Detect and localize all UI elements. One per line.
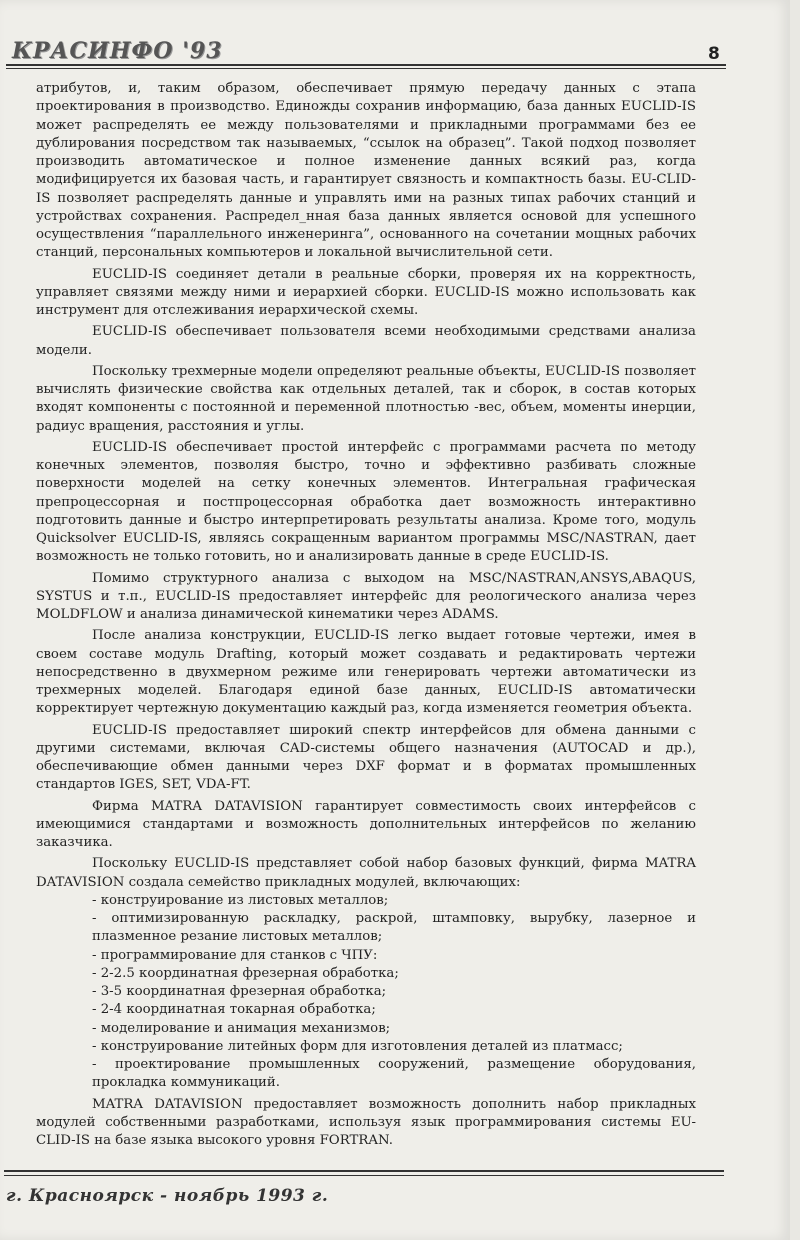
list-item: - конструирование из листовых металлов; — [92, 892, 389, 908]
paragraph-2: EUCLID-IS соединяет детали в реальные сборки, проверяя их на корректность, управляет связями между ними и иерархией сборки. EUCLID-IS можно использовать как инструмент для отслеживания иерархической схемы. — [36, 266, 696, 318]
list-item: - 3-5 координатная фрезерная обработка; — [92, 984, 387, 999]
list-item: - 2-4 координатная токарная обработка; — [92, 1002, 376, 1018]
list-item: - проектирование промышленных сооружений, размещение оборудования, прокладка коммуникаций. — [92, 1057, 696, 1091]
paragraph-5: EUCLID-IS обеспечивает простой интерфейс с программами расчета по методу конечных элементов, позволяя быстро, точно и эффективно разбивать сложные поверхности моделей на сетку конечных элементов. Интегральная графическая препроцессорная и постпроцессорная обработка дает возможность интерактивно подготовить данные и быстро интерпретировать результаты анализа. Кроме того, модуль Quicksolver EUCLID-IS, являясь сокращенным вариантом программы MSC/NASTRAN, дает возможность не только готовить, но и анализировать данные в среде EUCLID-IS. — [36, 439, 696, 565]
masthead-logo: КРАСИНФО '93 — [12, 38, 223, 64]
list-item: - 2-2.5 координатная фрезерная обработка; — [92, 965, 399, 981]
paragraph-4: Поскольку трехмерные модели определяют реальные объекты, EUCLID-IS позволяет вычислять физические свойства как отдельных деталей, так и сборок, в состав которых входят компоненты с постоянной и переменной плотностью -вес, объем, моменты инерции, радиус вращения, расстояния и углы. — [36, 363, 696, 434]
paragraph-3: EUCLID-IS обеспечивает пользователя всеми необходимыми средствами анализа модели. — [36, 324, 696, 358]
footer-place-date: г. Красноярск - ноябрь 1993 г. — [6, 1186, 329, 1206]
paragraph-9: Фирма MATRA DATAVISION гарантирует совместимость своих интерфейсов с имеющимися стандартами и возможность дополнительных интерфейсов по желанию заказчика. — [36, 798, 696, 850]
article-body — [36, 80, 696, 1153]
list-item: - конструирование литейных форм для изготовления деталей из платмасс; — [92, 1038, 623, 1054]
header-rule — [6, 64, 726, 66]
footer-rule-thin — [4, 1175, 724, 1176]
module-list — [36, 892, 696, 1093]
closing-paragraph: MATRA DATAVISION предоставляет возможность дополнить набор прикладных модулей собственными разработками, используя язык программирования системы EU-CLID-IS на базе языка высокого уровня FORTRAN. — [36, 1096, 696, 1148]
paragraph-1: атрибутов, и, таким образом, обеспечивает прямую передачу данных с этапа проектирования в производство. Единожды сохранив информацию, база данных EUCLID-IS может распределять ее между пользователями и прикладными программами без ее дублирования посредством так называемых, “ссылок на образец”. Такой подход позволяет производить автоматическое и полное изменение данных всякий раз, когда модифицируется их базовая часть, и гарантирует связность и компактность базы. EU-CLID-IS позволяет распределять данные и управлять ими на разных типах рабочих станций и устройствах сохранения. Распредел_нная база данных является основой для успешного осуществления “параллельного инженеринга”, основанного на сочетании мощных рабочих станций, персональных компьютеров и локальной вычислительной сети. — [36, 81, 696, 261]
footer-rule — [4, 1170, 724, 1172]
list-item: - моделирование и анимация механизмов; — [92, 1020, 391, 1036]
paragraph-7: После анализа конструкции, EUCLID-IS легко выдает готовые чертежи, имея в своем составе модуль Drafting, который может создавать и редактировать чертежи непосредственно в двухмерном режиме или генерировать чертежи автоматически из трехмерных моделей. Благодаря единой базе данных, EUCLID-IS автоматически корректирует чертежную документацию каждый раз, когда изменяется геометрия объекта. — [36, 628, 696, 717]
paragraph-8: EUCLID-IS предоставляет широкий спектр интерфейсов для обмена данными с другими системами, включая CAD-системы общего назначения (AUTOCAD и др.), обеспечивающие обмен данными через DXF формат и в форматах промышленных стандартов IGES, SET, VDA-FT. — [36, 722, 696, 793]
list-item: - оптимизированную раскладку, раскрой, штамповку, вырубку, лазерное и плазменное резание листовых металлов; — [92, 911, 696, 945]
page-number: 8 — [708, 44, 720, 64]
list-item: - программирование для станков с ЧПУ: — [92, 947, 378, 963]
paragraph-10: Поскольку EUCLID-IS представляет собой набор базовых функций, фирма MATRA DATAVISION создала семейство прикладных модулей, включающих: — [36, 856, 696, 890]
paragraph-6: Помимо структурного анализа с выходом на MSC/NASTRAN,ANSYS,ABAQUS, SYSTUS и т.п., EUCLID-IS предоставляет интерфейс для реологического анализа через MOLDFLOW и анализа динамической кинематики через ADAMS. — [36, 570, 696, 622]
header-rule-thin — [6, 68, 726, 69]
